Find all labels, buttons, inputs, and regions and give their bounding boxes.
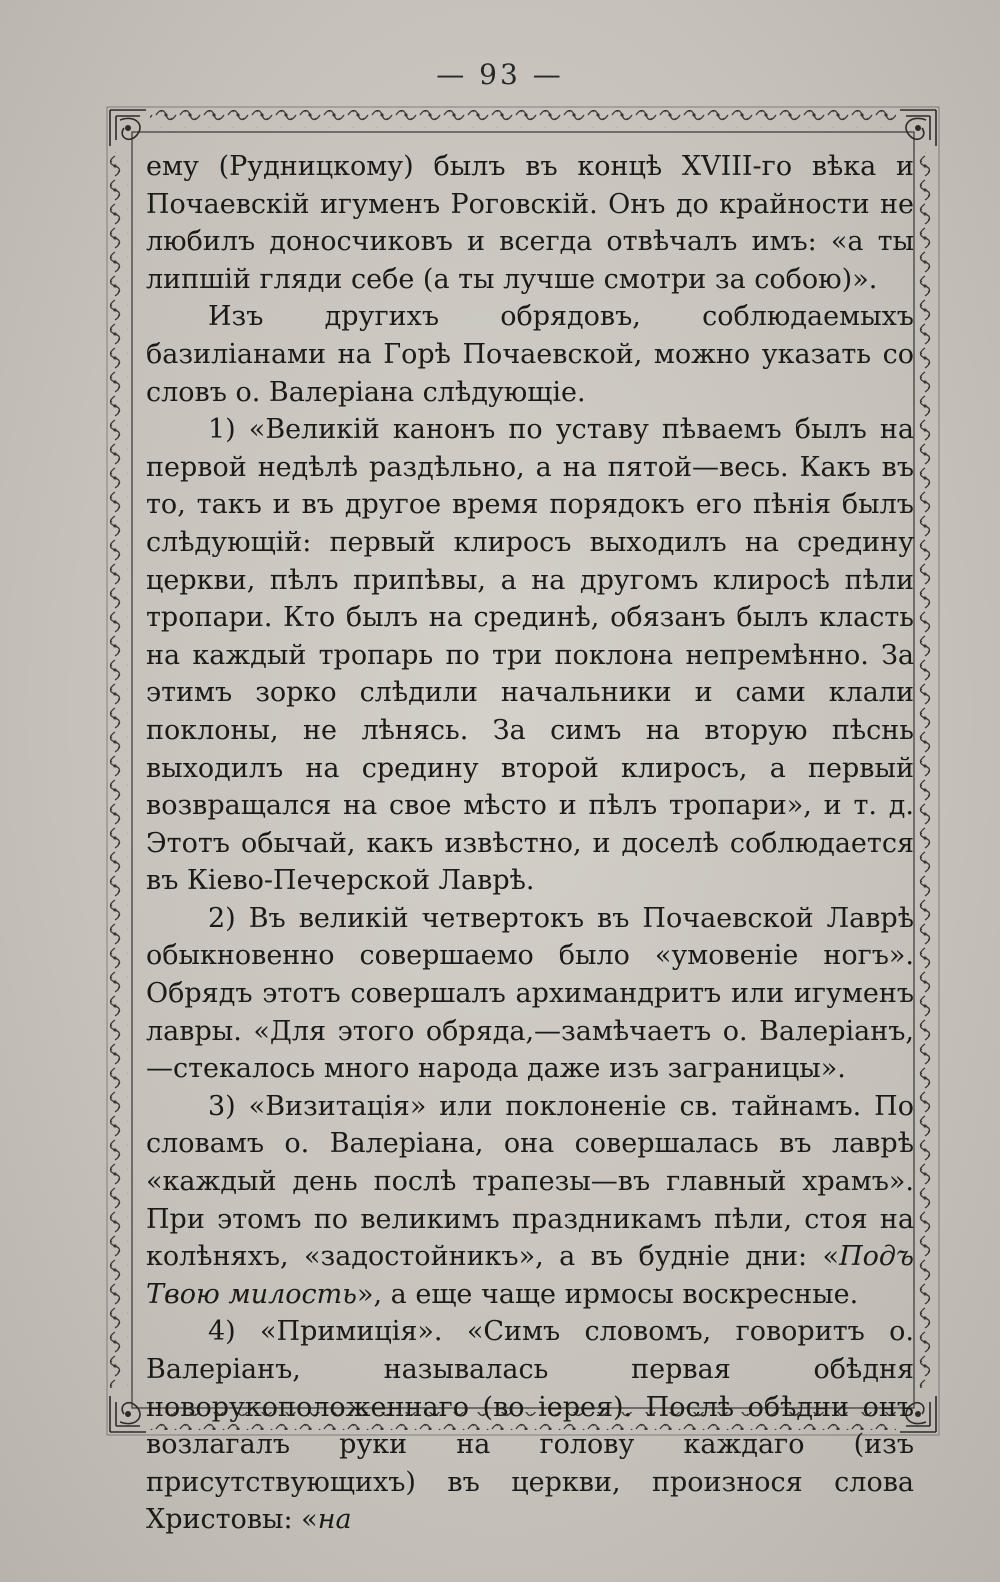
visitation-text-before: 3) «Визитація» или поклоненіе св. тайнамъ. По словамъ о. Валеріана, она совершалась въ лаврѣ «каждый день послѣ трапезы—въ главный храмъ». При этомъ по великимъ праздникамъ пѣли, стоя на колѣняхъ, «задостойникъ», а въ будніе дни: « <box>146 1090 914 1273</box>
paragraph-washing-of-feet: 2) Въ великій четвертокъ въ Почаевской Лаврѣ обыкновенно совершаемо было «умовеніе ногъ». Обрядъ этотъ совершалъ архимандритъ или игуменъ лавры. «Для этого обряда,—замѣчаетъ о. Валеріанъ,—стекалось много народа даже изъ заграницы». <box>146 902 914 1085</box>
visitation-italic-hymn: Подъ Твою милость <box>146 1241 914 1310</box>
page-number: — 93 — <box>436 58 564 91</box>
primitia-text-before: 4) «Примиція». «Симъ словомъ, говоритъ о. Валеріанъ, называлась первая обѣдня новорукоположеннаго (во іерея). Послѣ обѣдни онъ возлагалъ руки на голову каждаго (изъ присутствующихъ) въ церкви, произнося слова Христовы: « <box>146 1316 914 1536</box>
paragraph-continuation: ему (Рудницкому) былъ въ концѣ XVIII-го вѣка и Почаевскій игуменъ Роговскій. Онъ до крайности не любилъ доносчиковъ и всегда отвѣчалъ имъ: «а ты липшій гляди себе (а ты лучше смотри за собою)». <box>146 151 914 295</box>
primitia-italic-word: на <box>317 1504 352 1536</box>
paragraph-great-canon: 1) «Великій канонъ по уставу пѣваемъ былъ на первой недѣлѣ раздѣльно, а на пятой—весь. Какъ въ то, такъ и въ другое время порядокъ его пѣнія былъ слѣдующій: первый клиросъ выходилъ на средину церкви, пѣлъ припѣвы, а на другомъ клиросѣ пѣли тропари. Кто былъ на срединѣ, обязанъ былъ класть на каждый тропарь по три поклона непремѣнно. За этимъ зорко слѣдили начальники и сами клали поклоны, не лѣнясь. За симъ на вторую пѣснь выходилъ на средину второй клиросъ, а первый возвращался на свое мѣсто и пѣлъ тропари», и т. д. Этотъ обычай, какъ извѣстно, и доселѣ соблюдается въ Кіево-Печерской Лаврѣ. <box>146 414 914 897</box>
body-text <box>146 148 914 1539</box>
paragraph-primitia <box>146 1313 914 1539</box>
visitation-text-after: », а еще чаще ирмосы воскресные. <box>356 1278 859 1310</box>
paragraph-visitation <box>146 1088 914 1314</box>
paragraph-rites-intro: Изъ другихъ обрядовъ, соблюдаемыхъ базиліанами на Горѣ Почаевской, можно указать со словъ о. Валеріана слѣдующіе. <box>146 301 914 408</box>
